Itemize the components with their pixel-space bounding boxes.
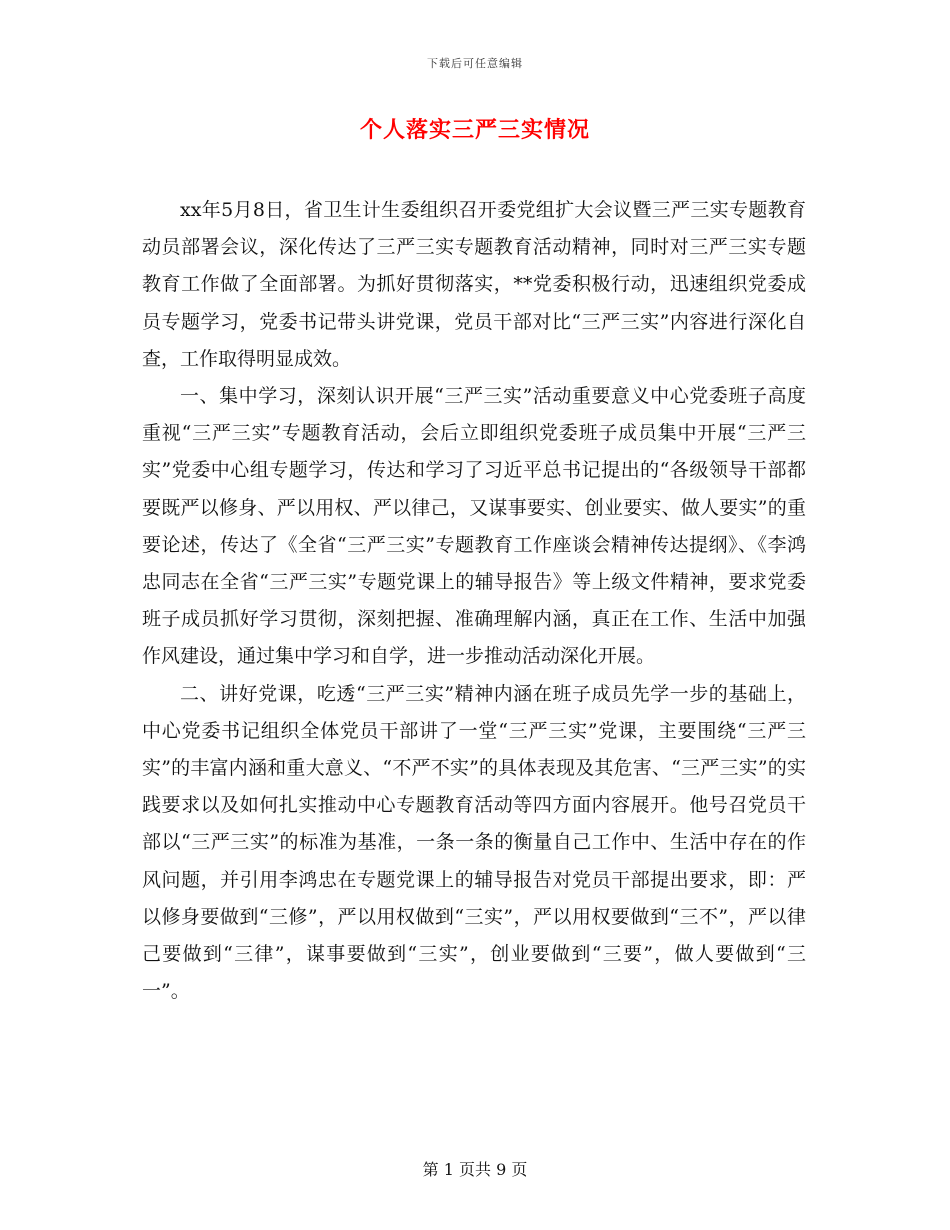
paragraph-section-2: 二、讲好党课，吃透“三严三实”精神内涵在班子成员先学一步的基础上，中心党委书记组织全体党员干部讲了一堂“三严三实”党课，主要围绕“三严三实”的丰富内涵和重大意义、“不严不实”的具体表现及其危害、“三严三实”的实践要求以及如何扎实推动中心专题教育活动等四方面内容展开。他号召党员干部以“三严三实”的标准为基准，一条一条的衡量自己工作中、生活中存在的作风问题，并引用李鸿忠在专题党课上的辅导报告对党员干部提出要求，即：严以修身要做到“三修”，严以用权做到“三实”，严以用权要做到“三不”，严以律己要做到“三律”，谋事要做到“三实”，创业要做到“三要”，做人要做到“三一”。 [142,682,806,1003]
document-title: 个人落实三严三实情况 [359,117,590,143]
document-body [142,192,806,1010]
header-note: 下载后可任意编辑 [427,57,523,70]
paragraph-intro: xx年5月8日，省卫生计生委组织召开委党组扩大会议暨三严三实专题教育动员部署会议，深化传达了三严三实专题教育活动精神，同时对三严三实专题教育工作做了全面部署。为抓好贯彻落实，**党委积极行动，迅速组织党委成员专题学习，党委书记带头讲党课，党员干部对比“三严三实”内容进行深化自查，工作取得明显成效。 [142,199,806,370]
page-number: 第 1 页共 9 页 [422,1160,528,1179]
paragraph-section-1: 一、集中学习，深刻认识开展“三严三实”活动重要意义中心党委班子高度重视“三严三实”专题教育活动，会后立即组织党委班子成员集中开展“三严三实”党委中心组专题学习，传达和学习了习近平总书记提出的“各级领导干部都要既严以修身、严以用权、严以律己，又谋事要实、创业要实、做人要实”的重要论述，传达了《全省“三严三实”专题教育工作座谈会精神传达提纲》、《李鸿忠同志在全省“三严三实”专题党课上的辅导报告》等上级文件精神，要求党委班子成员抓好学习贯彻，深刻把握、准确理解内涵，真正在工作、生活中加强作风建设，通过集中学习和自学，进一步推动活动深化开展。 [142,385,806,668]
